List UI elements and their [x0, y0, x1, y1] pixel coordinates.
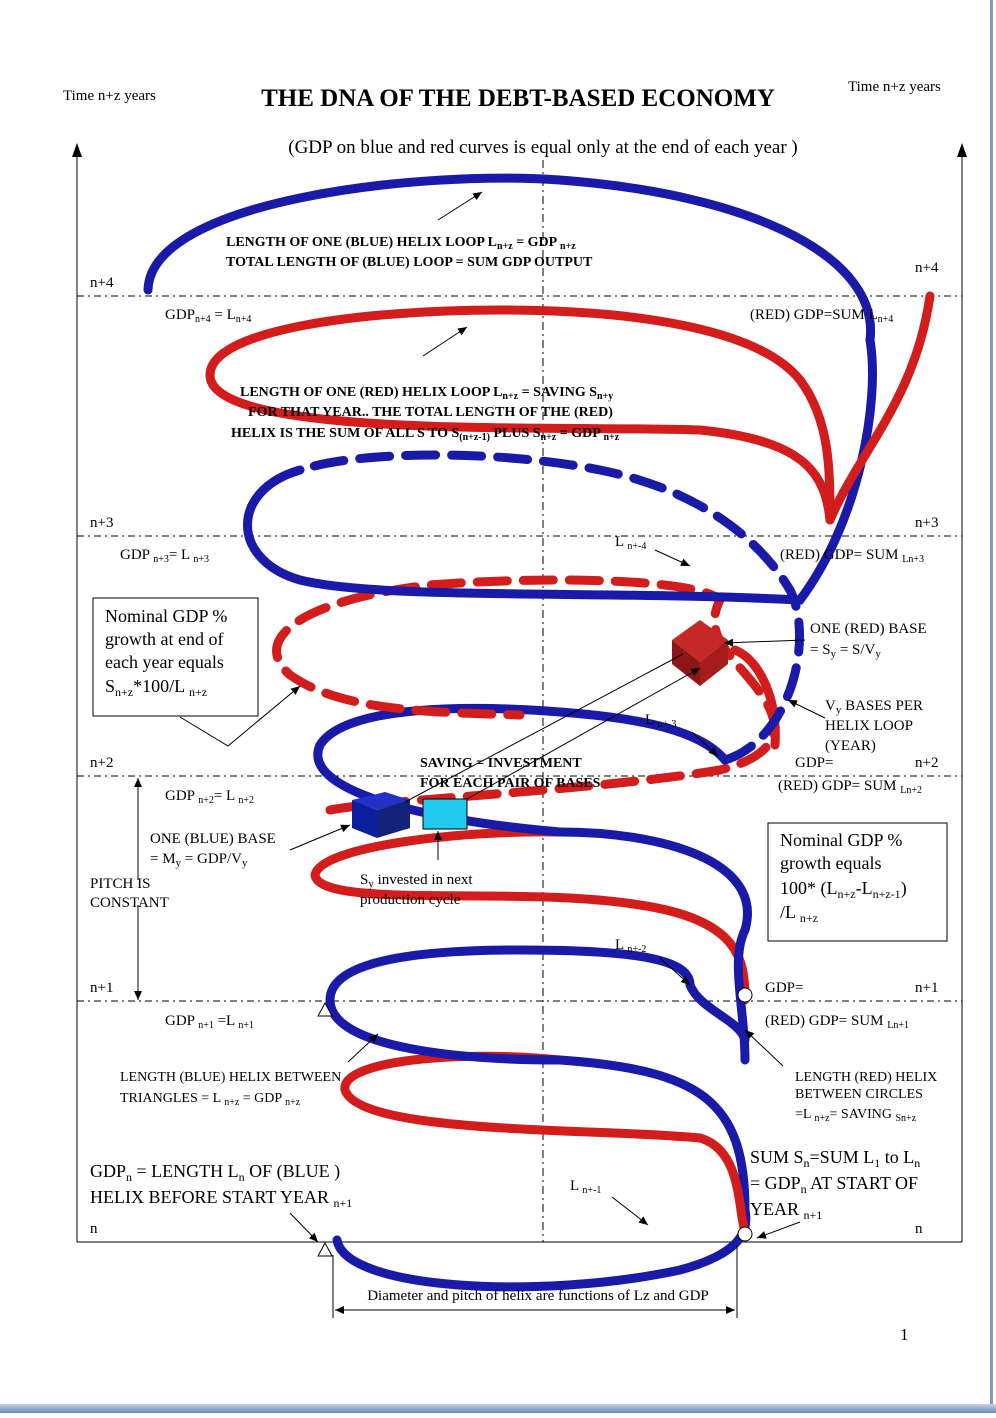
circle-marker-n1 [738, 988, 752, 1002]
svg-text:HELIX BEFORE START YEAR n+1: HELIX BEFORE START YEAR $_{n+1}$ [90, 1187, 353, 1210]
l-label-n2: L $_{n+-2}$ [615, 937, 647, 955]
year-label-right-n: n [915, 1221, 923, 1237]
gdp-label-n1: GDP $_{n+1}$ =L $_{n+1}$ [165, 1013, 255, 1031]
svg-text:(YEAR): (YEAR) [825, 738, 876, 754]
red-gdp-label-n1: (RED) GDP= SUM $_{Ln+1}$ [765, 1013, 909, 1031]
red-gdp-label-n4: (RED) GDP=SUM $L_{n+4}$ [750, 307, 894, 325]
svg-text:growth equals: growth equals [780, 853, 882, 873]
l-label-n4: L $_{n+-4}$ [615, 534, 647, 552]
red-gdp-label-n2: (RED) GDP= SUM $_{Ln+2}$ [778, 778, 922, 796]
svg-text:GDPn = LENGTH Ln OF (BLUE ): $GDP_n$ = LENGTH $L_n$ OF (BLUE ) [90, 1161, 341, 1184]
blue-helix-loop-4 [248, 340, 873, 600]
svg-text:ONE (BLUE) BASE: ONE (BLUE) BASE [150, 831, 276, 847]
diagram-title: THE DNA OF THE DEBT-BASED ECONOMY [261, 85, 775, 112]
gdp-label-n3: GDP $_{n+3}$= L $_{n+3}$ [120, 547, 210, 565]
time-axis-arrow-left [72, 143, 82, 157]
blue-base-label [150, 831, 276, 869]
time-axis-arrow-right [957, 143, 967, 157]
svg-text:LENGTH OF ONE (BLUE) HELIX LOO: LENGTH OF ONE (BLUE) HELIX LOOP $L_{n+z}$ = GDP $_{n+z}$ [226, 235, 576, 252]
sum-note-arrow [757, 1222, 800, 1238]
blue-helix-loop-2 [330, 950, 690, 1060]
svg-text:LENGTH (BLUE) HELIX BETWEEN: LENGTH (BLUE) HELIX BETWEEN [120, 1070, 342, 1085]
blue-base-arrow [290, 825, 350, 850]
gdp-n-note [90, 1161, 352, 1210]
investment-box [423, 799, 467, 829]
svg-text:LENGTH OF ONE (RED) HELIX LOOP: LENGTH OF ONE (RED) HELIX LOOP $L_{n+z}$ = SAVING $S_{n+y}$ [240, 385, 614, 402]
svg-text:TOTAL LENGTH OF (BLUE) LOOP =: TOTAL LENGTH OF (BLUE) LOOP = SUM GDP OUTPUT [226, 255, 593, 270]
svg-text:LENGTH (RED) HELIX: LENGTH (RED) HELIX [795, 1070, 938, 1085]
l-arrow-n4 [655, 550, 690, 566]
svg-text:= GDPn AT START OF: = $GDP_n$ AT START OF [750, 1173, 919, 1196]
svg-text:BETWEEN CIRCLES: BETWEEN CIRCLES [795, 1087, 923, 1102]
svg-text:ONE (RED) BASE: ONE (RED) BASE [810, 621, 927, 637]
svg-text:PITCH IS: PITCH IS [90, 876, 151, 892]
saving-investment-label [420, 756, 601, 791]
blue-loop-arrow [438, 192, 482, 220]
year-label-right-n2: n+2 [915, 755, 939, 771]
year-label-left-n2: n+2 [90, 755, 114, 771]
pitch-label [90, 876, 169, 911]
diameter-note: Diameter and pitch of helix are functions of Lz and GDP [367, 1288, 709, 1304]
svg-text:growth at end of: growth at end of [105, 629, 224, 649]
svg-text:100* (Ln+z-Ln+z-1): 100* $(L_{n+z}-L_{n+z-1})$ [780, 878, 907, 901]
svg-text:= Sy = S/Vy: = $S_y = S/V_y$ [810, 642, 881, 660]
svg-text:Nominal GDP %: Nominal GDP % [780, 830, 903, 850]
circle-marker-n [738, 1227, 752, 1241]
svg-text:Sy invested in next: $S_y$ invested in next [360, 872, 473, 890]
time-axis-label-right: Time n+z years [848, 79, 941, 95]
triangle-marker-n [318, 1243, 332, 1256]
blue-loop-note [226, 235, 593, 270]
year-label-left-n4: n+4 [90, 275, 114, 291]
gdp-label-right-n1-top: GDP= [765, 980, 804, 996]
blue-helix-loop-3 [560, 832, 747, 1060]
blue-between-note [120, 1070, 341, 1108]
blue-helix-loop-1 [337, 1210, 746, 1287]
diagram-subtitle: (GDP on blue and red curves is equal only at the end of each year ) [288, 137, 798, 158]
svg-text:Nominal GDP %: Nominal GDP % [105, 606, 228, 626]
time-axis-label-left: Time n+z years [63, 88, 156, 104]
page-number: 1 [900, 1325, 909, 1344]
window-border-right [990, 0, 993, 1413]
svg-text:/L n+z: /L $_{n+z}$ [780, 902, 818, 925]
year-label-left-n3: n+3 [90, 515, 114, 531]
red-between-note [795, 1070, 937, 1124]
red-between-arrow [745, 1030, 783, 1066]
red-helix-to-top [830, 296, 930, 520]
svg-text:SUM Sn=SUM L1 to Ln: SUM $S_n=SUM$ $L_1$ to $L_n$ [750, 1147, 921, 1170]
year-label-right-n1: n+1 [915, 980, 939, 996]
svg-text:each year equals: each year equals [105, 652, 224, 672]
svg-text:FOR EACH PAIR OF BASES: FOR EACH PAIR OF BASES [420, 776, 601, 791]
year-label-left-n1: n+1 [90, 980, 114, 996]
gdp-label-right-n2-top: GDP= [795, 755, 834, 771]
svg-text:= My = GDP/Vy: = $M_y = GDP/V_y$ [150, 851, 248, 869]
l-label-n3: L $_{n+-3}$ [645, 712, 677, 730]
gdp-label-n2: GDP $_{n+2}$= L $_{n+2}$ [165, 788, 255, 806]
year-label-right-n4: n+4 [915, 260, 939, 276]
svg-text:=L n+z= SAVING Sn+z: =L $_{n+z}$= SAVING $_{Sn+z}$ [795, 1107, 917, 1124]
svg-text:CONSTANT: CONSTANT [90, 895, 169, 911]
svg-text:HELIX LOOP: HELIX LOOP [825, 718, 913, 734]
svg-text:Sn+z*100/L n+z: $S_{n+z}*100/L$ $_{n+z}$ [105, 676, 208, 699]
vy-bases-arrow [788, 700, 825, 718]
l-label-n1: L $_{n+-1}$ [570, 1178, 602, 1196]
svg-text:YEAR n+1: YEAR $_{n+1}$ [750, 1199, 823, 1222]
gdp-label-n4: $GDP_{n+4} = L_{n+4}$ [165, 307, 252, 325]
red-base-label [810, 621, 927, 660]
window-border-bottom [0, 1404, 996, 1413]
svg-text:SAVING = INVESTMENT: SAVING = INVESTMENT [420, 756, 582, 771]
red-loop-note [231, 385, 620, 443]
vy-bases-label [825, 698, 923, 754]
l-arrow-n3 [692, 732, 718, 756]
svg-text:HELIX IS THE SUM OF ALL S TO S: HELIX IS THE SUM OF ALL S TO $S_{(n+z-1)}$ PLUS $S_{n+z}$ = GDP $_{n+z}$ [231, 426, 620, 443]
red-loop-arrow [423, 327, 467, 356]
sum-note [750, 1147, 920, 1222]
year-label-right-n3: n+3 [915, 515, 939, 531]
svg-text:production cycle: production cycle [360, 892, 461, 908]
svg-text:TRIANGLES = L n+z = GDP n+z: TRIANGLES = L $_{n+z}$ = GDP $_{n+z}$ [120, 1091, 301, 1108]
blue-base-cube [352, 792, 410, 838]
year-label-left-n: n [90, 1221, 98, 1237]
l-arrow-n1 [612, 1197, 648, 1225]
red-gdp-label-n3: (RED) GDP= SUM $_{Ln+3}$ [780, 547, 924, 565]
svg-text:Vy BASES PER: $V_y$ BASES PER [825, 698, 924, 716]
svg-text:FOR THAT YEAR.. THE TOTAL LENG: FOR THAT YEAR.. THE TOTAL LENGTH OF THE (RED) [248, 405, 613, 420]
gdp-n-arrow [290, 1213, 318, 1242]
red-base-arrow [724, 640, 805, 643]
